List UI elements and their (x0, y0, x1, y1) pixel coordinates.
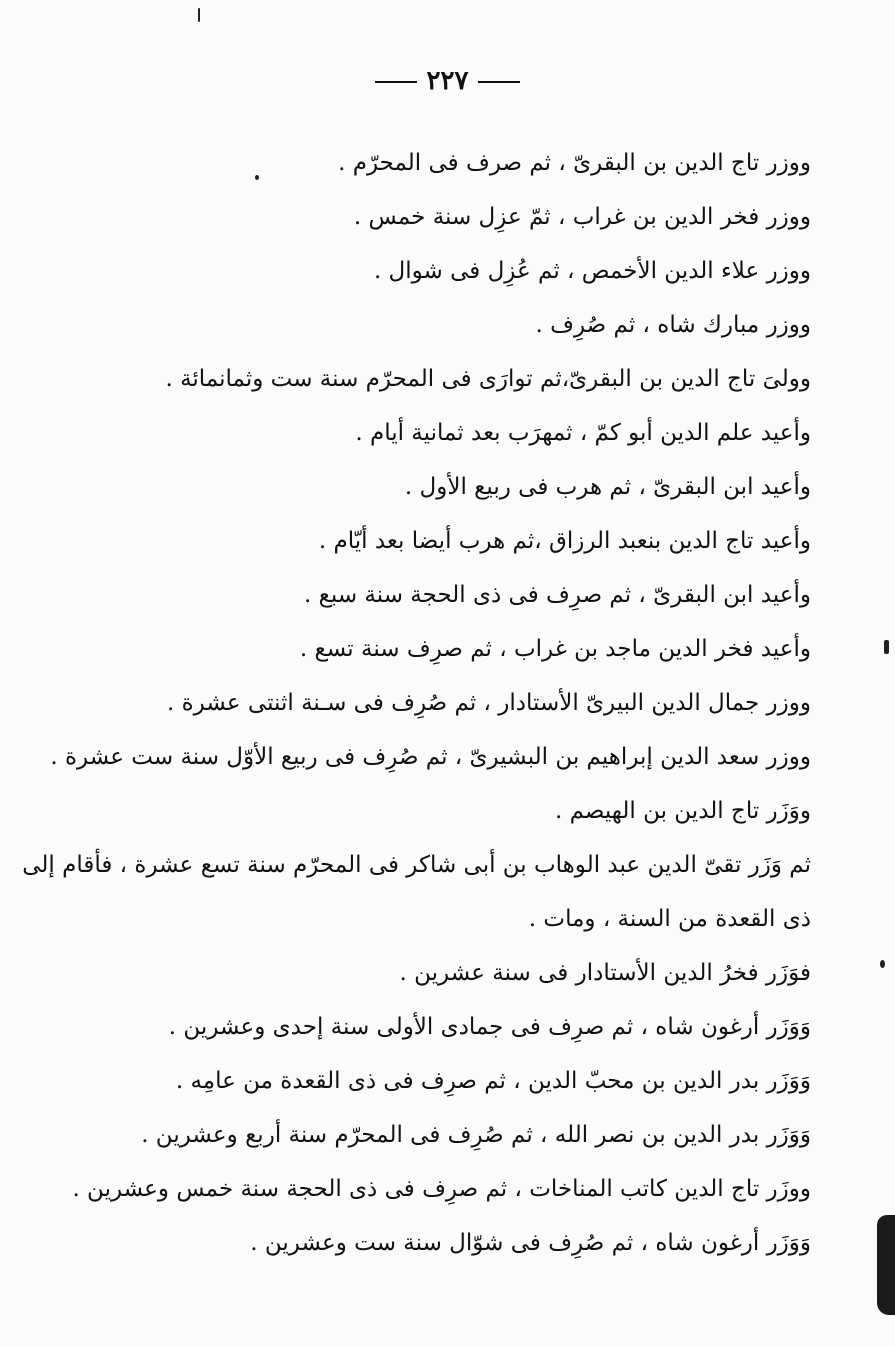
scan-edge-shadow (877, 1215, 895, 1315)
text-line: وأعيد علم الدين أبو كمّ ، ثمهرَب بعد ثمانية أيام . (355, 420, 811, 446)
scan-speck (255, 175, 259, 180)
header-dash-right (478, 81, 520, 83)
text-line: وَوَزَر بدر الدين بن محبّ الدين ، ثم صرِف فى ذى القعدة من عامِه . (175, 1068, 811, 1094)
text-line: ووزر علاء الدين الأخمص ، ثم عُزِل فى شوال . (373, 258, 811, 284)
scan-speck (198, 8, 200, 22)
text-line: ثم وَزَر تقىّ الدين عبد الوهاب بن أبى شاكر فى المحرّم سنة تسع عشرة ، فأقام إلى (22, 852, 811, 878)
scan-speck (880, 960, 885, 968)
scan-speck (884, 640, 889, 654)
header-dash-left (375, 81, 417, 83)
text-line: ووَزَر تاج الدين بن الهيصم . (554, 798, 811, 824)
text-line: ووزر جمال الدين البيرىّ الأستادار ، ثم صُرِف فى سـنة اثنتى عشرة . (167, 690, 811, 716)
text-line: وأعيد فخر الدين ماجد بن غراب ، ثم صرِف سنة تسع . (299, 636, 811, 662)
text-line: وأعيد ابن البقرىّ ، ثم هرب فى ربيع الأول . (404, 474, 811, 500)
text-line: وأعيد ابن البقرىّ ، ثم صرِف فى ذى الحجة سنة سبع . (304, 582, 811, 608)
text-line: وولىَ تاج الدين بن البقرىّ،ثم توارَى فى المحرّم سنة ست وثمانمائة . (165, 366, 811, 392)
text-line: وَوَزَر أرغون شاه ، ثم صرِف فى جمادى الأولى سنة إحدى وعشرين . (168, 1014, 811, 1040)
text-line: ووزر فخر الدين بن غراب ، ثمّ عزِل سنة خمس . (353, 204, 811, 230)
page-number: ٢٢٧ (426, 66, 469, 96)
text-line: ووزر سعد الدين إبراهيم بن البشيرىّ ، ثم صُرِف فى ربيع الأوّل سنة ست عشرة . (50, 744, 811, 770)
page-header (0, 66, 895, 96)
text-line: فوَزَر فخرُ الدين الأستادار فى سنة عشرين . (399, 960, 811, 986)
text-line: ووزر مبارك شاه ، ثم صُرِف . (535, 312, 811, 338)
body-text (22, 136, 811, 1270)
text-line: وَوَزَر أرغون شاه ، ثم صُرِف فى شوّال سنة ست وعشرين . (250, 1230, 811, 1256)
text-line: وأعيد تاج الدين بنعبد الرزاق ،ثم هرب أيضا بعد أيّام . (318, 528, 811, 554)
text-line: ووزَر تاج الدين كاتب المناخات ، ثم صرِف فى ذى الحجة سنة خمس وعشرين . (72, 1176, 811, 1202)
text-line: ووزر تاج الدين بن البقرىّ ، ثم صرف فى المحرّم . (338, 150, 811, 176)
text-line: وَوَزَر بدر الدين بن نصر الله ، ثم صُرِف فى المحرّم سنة أربع وعشرين . (141, 1122, 811, 1148)
text-line: ذى القعدة من السنة ، ومات . (528, 906, 811, 932)
